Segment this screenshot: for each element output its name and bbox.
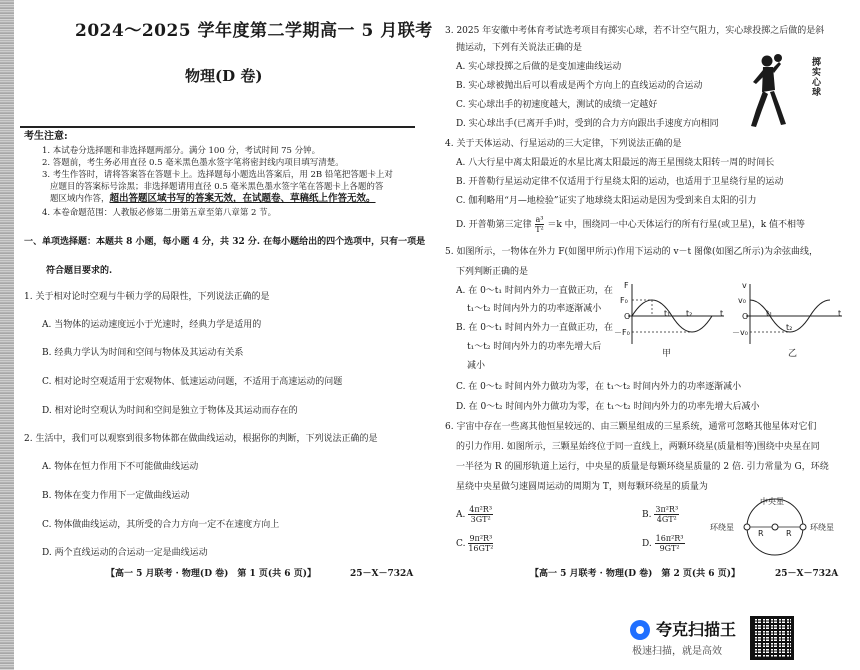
page-code: 25－X－732A xyxy=(775,569,839,579)
section-heading-cont: 符合题目要求的. xyxy=(46,266,113,276)
graph-velocity-label-o: O xyxy=(742,312,749,321)
q6-option-c-fraction: $\frac{\text{9π²R³}}{\text{16GT²}}$ xyxy=(468,534,494,553)
notice-item: 1. 本试卷分选择题和非选择题两部分。满分 100 分，考试时间 75 分钟。 xyxy=(42,146,321,156)
q3-option: A. 实心球投掷之后做的是变加速曲线运动 xyxy=(456,62,622,72)
q1-option: B. 经典力学认为时间和空间与物体及其运动有关系 xyxy=(42,348,244,358)
scan-edge-artifact xyxy=(0,0,14,670)
q6-option-a: A. $\frac{\text{4π²R³}}{\text{3GT²}}$ xyxy=(456,505,493,524)
header-rule xyxy=(20,126,415,128)
q2-stem: 2. 生活中，我们可以观察到很多物体都在做曲线运动，根据你的判断，下列说法正确的是 xyxy=(24,434,378,444)
notice-item: 3. 考生作答时，请将答案答在答题卡上。选择题每小题选出答案后，用 2B 铅笔把答题卡上对 xyxy=(42,170,393,180)
q5-option-d: D. 在 0～t₂ 时间内外力做功为零，在 t₁～t₂ 时间内外力的功率先增大后减小 xyxy=(456,402,760,412)
q4-option: B. 开普勒行星运动定律不仅适用于行星绕太阳的运动，也适用于卫星绕行星的运动 xyxy=(456,177,784,187)
notice-text: 题区域内作答， xyxy=(50,194,110,204)
exam-title: 2024～2025 学年度第二学期高一 5 月联考 xyxy=(75,21,433,41)
scanner-brand: 夸克扫描王 xyxy=(656,620,737,639)
graph-force-label-t1: t₁ xyxy=(664,309,671,318)
q1-option: C. 相对论时空观适用于宏观物体、低速运动问题，不适用于高速运动的问题 xyxy=(42,377,343,387)
q2-option: C. 物体做曲线运动，其所受的合力方向一定不在速度方向上 xyxy=(42,520,280,530)
q6-option-d-fraction: $\frac{\text{16π²R³}}{\text{9GT²}}$ xyxy=(655,534,684,553)
notice-item: 2. 答题前，考生务必用直径 0.5 毫米黑色墨水签字笔将密封线内项目填写清楚。 xyxy=(42,158,344,168)
q4-kepler-fraction: $\frac{\text{a³}}{\text{T²}}$ xyxy=(535,215,544,234)
q4-option xyxy=(456,215,805,234)
q6-stem-cont: 一半径为 R 的圆形轨道上运行，中央星的质量是每颗环绕星质量的 2 倍. 引力常量为 G，环绕 xyxy=(456,462,829,472)
section-heading: 一、单项选择题：本题共 8 小题，每小题 4 分，共 32 分. 在每小题给出的四个选项中，只有一项是 xyxy=(24,237,426,247)
graph-force-label-f: F xyxy=(624,281,629,290)
right-page xyxy=(440,0,855,600)
q6-option-c: C. $\frac{\text{9π²R³}}{\text{16GT²}}$ xyxy=(456,534,494,553)
q6-option-b: B. $\frac{\text{3π²R³}}{\text{4GT²}}$ xyxy=(642,505,679,524)
shot-put-caption: 掷实心球 xyxy=(812,58,822,98)
q3-option: C. 实心球出手的初速度越大，测试的成绩一定越好 xyxy=(456,100,658,110)
q6-stem: 6. 宇宙中存在一些离其他恒星较远的、由三颗星组成的三星系统，通常可忽略其他星体对它们 xyxy=(445,422,817,432)
graph-jia-caption: 甲 xyxy=(662,349,672,359)
q1-option: A. 当物体的运动速度远小于光速时，经典力学是适用的 xyxy=(42,320,262,330)
scanner-slogan: 极速扫描，就是高效 xyxy=(632,646,722,657)
q2-option: A. 物体在恒力作用下不可能做曲线运动 xyxy=(42,462,199,472)
q4-option: A. 八大行星中离太阳最近的水星比离太阳最远的海王星围绕太阳转一周的时间长 xyxy=(456,158,775,168)
q4-stem: 4. 关于天体运动、行星运动的三大定律，下列说法正确的是 xyxy=(445,139,682,149)
q4-option-d-text-cont: ＝k 中，围绕同一中心天体运行的所有行星(或卫星)，k 值不相等 xyxy=(547,220,806,230)
q6-stem-cont: 的引力作用. 如图所示，三颗星始终位于同一直线上，两颗环绕星(质量相等)围绕中央星在同 xyxy=(456,442,820,452)
q6-option-b-fraction: $\frac{\text{3π²R³}}{\text{4GT²}}$ xyxy=(655,505,679,524)
shot-put-figure xyxy=(743,52,795,130)
q5-option-b-cont: t₁～t₂ 时间内外力的功率先增大后 xyxy=(467,342,602,352)
graph-velocity-label-negv0: －v₀ xyxy=(732,328,748,337)
q3-stem: 3. 2025 年安徽中考体育考试选考项目有掷实心球，若不计空气阻力，实心球投掷之后做的是斜 xyxy=(445,26,825,36)
scanner-watermark xyxy=(630,610,800,666)
q1-option: D. 相对论时空观认为时间和空间是独立于物体及其运动而存在的 xyxy=(42,406,298,416)
q6-option-a-fraction: $\frac{\text{4π²R³}}{\text{3GT²}}$ xyxy=(469,505,493,524)
page-code: 25－X－732A xyxy=(350,569,414,579)
qr-code-icon xyxy=(750,616,794,660)
graph-force-label-t: t xyxy=(720,309,724,318)
three-star-left-label: 环绕星 xyxy=(710,523,734,532)
graph-yi-caption: 乙 xyxy=(788,349,798,359)
left-page xyxy=(20,0,433,600)
exam-subject: 物理(D 卷) xyxy=(185,67,263,85)
notice-warning: 超出答题区域书写的答案无效，在试题卷、草稿纸上作答无效。 xyxy=(109,193,376,204)
graph-force-label-o: O xyxy=(624,312,631,321)
graph-force-time xyxy=(620,280,730,348)
three-star-radius-right: R xyxy=(786,529,792,538)
q2-option: D. 两个直线运动的合运动一定是曲线运动 xyxy=(42,548,208,558)
q5-option-b: B. 在 0～t₁ 时间内外力一直做正功，在 xyxy=(456,323,614,333)
q1-stem: 1. 关于相对论时空观与牛顿力学的局限性，下列说法正确的是 xyxy=(24,292,270,302)
q5-stem-cont: 下列判断正确的是 xyxy=(456,267,529,277)
notice-item: 应题目的答案标号涂黑；非选择题请用直径 0.5 毫米黑色墨水签字笔在答题卡上各题的答 xyxy=(50,182,384,192)
page-footer: 【高一 5 月联考 · 物理(D 卷) 第 2 页(共 6 页)】 xyxy=(530,569,740,579)
q5-option-a-cont: t₁～t₂ 时间内外力的功率逐渐减小 xyxy=(467,304,602,314)
q5-option-a: A. 在 0～t₁ 时间内外力一直做正功，在 xyxy=(456,286,613,296)
q5-option-b-cont2: 减小 xyxy=(467,361,486,371)
notice-item: 4. 本卷命题范围：人教版必修第二册第五章至第八章第 2 节。 xyxy=(42,208,277,218)
graph-velocity-label-t1: t₁ xyxy=(766,309,773,318)
graph-force-label-f0: F₀ xyxy=(620,296,628,305)
q2-option: B. 物体在变力作用下一定做曲线运动 xyxy=(42,491,190,501)
quark-logo-icon-inner xyxy=(636,626,644,634)
graph-force-label-negf0: －F₀ xyxy=(614,328,630,337)
graph-velocity-label-v: v xyxy=(742,281,747,290)
q3-stem-cont: 抛运动，下列有关说法正确的是 xyxy=(456,43,583,53)
notice-item xyxy=(50,193,376,205)
q6-option-d: D. $\frac{\text{16π²R³}}{\text{9GT²}}$ xyxy=(642,534,684,553)
three-star-radius-left: R xyxy=(758,529,764,538)
graph-force-label-t2: t₂ xyxy=(686,309,693,318)
q5-option-c: C. 在 0～t₂ 时间内外力做功为零，在 t₁～t₂ 时间内外力的功率逐渐减小 xyxy=(456,382,742,392)
graph-velocity-label-t: t xyxy=(838,309,842,318)
graph-velocity-time xyxy=(738,280,848,348)
q5-stem: 5. 如图所示，一物体在外力 F(如图甲所示)作用下运动的 v－t 图像(如图乙所示)为余弦曲线， xyxy=(445,247,819,257)
q4-option: C. 伽利略用“月—地检验”证实了地球绕太阳运动是因为受到来自太阳的引力 xyxy=(456,196,757,206)
graph-velocity-label-t2: t₂ xyxy=(786,323,793,332)
three-star-right-label: 环绕星 xyxy=(810,523,834,532)
q4-option-d-text: D. 开普勒第三定律 xyxy=(456,220,532,230)
graph-velocity-label-v0: v₀ xyxy=(738,296,746,305)
q3-option: D. 实心球出手(已离开手)时，受到的合力方向跟出手速度方向相同 xyxy=(456,119,719,129)
q6-stem-cont: 星绕中央星做匀速圆周运动的周期为 T，则每颗环绕星的质量为 xyxy=(456,482,708,492)
notice-heading: 考生注意: xyxy=(24,131,68,142)
page-footer: 【高一 5 月联考 · 物理(D 卷) 第 1 页(共 6 页)】 xyxy=(106,569,316,579)
q3-option: B. 实心球被抛出后可以看成是两个方向上的直线运动的合运动 xyxy=(456,81,703,91)
three-star-center-label: 中央星 xyxy=(760,497,784,506)
